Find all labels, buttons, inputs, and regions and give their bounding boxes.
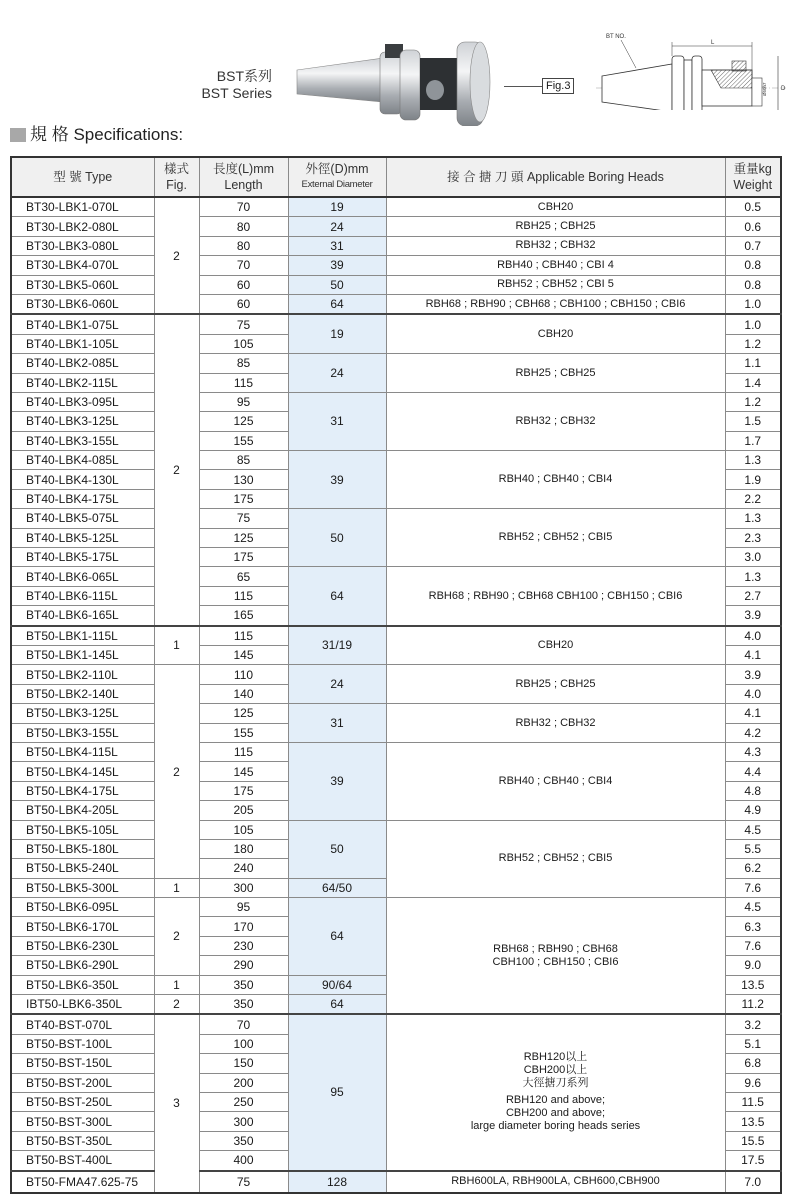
cell-type: BT50-LBK5-180L bbox=[11, 839, 154, 858]
length-dim-label: L bbox=[711, 40, 715, 46]
boring-heads-line: CBH200以上 bbox=[523, 1064, 588, 1077]
cell-fig: 2 bbox=[154, 995, 199, 1015]
col-header-type: 型 號 Type bbox=[11, 157, 154, 197]
cell-length: 75 bbox=[199, 314, 288, 334]
cell-length: 145 bbox=[199, 762, 288, 781]
cell-length: 290 bbox=[199, 956, 288, 975]
cell-length: 200 bbox=[199, 1073, 288, 1092]
cell-weight: 1.2 bbox=[725, 334, 781, 353]
cell-weight: 1.3 bbox=[725, 451, 781, 470]
cell-boring-heads: RBH52 ; CBH52 ; CBI5 bbox=[386, 509, 725, 567]
table-row bbox=[11, 275, 781, 294]
cell-length: 175 bbox=[199, 489, 288, 508]
cell-type: BT50-LBK5-300L bbox=[11, 878, 154, 897]
cell-diameter: 90/64 bbox=[288, 975, 386, 994]
cell-weight: 2.3 bbox=[725, 528, 781, 547]
cell-diameter: 39 bbox=[288, 451, 386, 509]
cell-weight: 3.0 bbox=[725, 548, 781, 567]
boring-heads-line: RBH68 ; RBH90 ; CBH68 bbox=[493, 942, 618, 955]
table-body bbox=[11, 197, 781, 1193]
cell-type: BT30-LBK1-070L bbox=[11, 197, 154, 217]
cell-length: 145 bbox=[199, 645, 288, 664]
cell-diameter: 39 bbox=[288, 256, 386, 275]
cell-type: BT40-LBK4-085L bbox=[11, 451, 154, 470]
cell-type: BT50-LBK4-145L bbox=[11, 762, 154, 781]
table-row bbox=[11, 354, 781, 373]
cell-fig: 2 bbox=[154, 314, 199, 625]
cell-weight: 1.1 bbox=[725, 354, 781, 373]
cell-weight: 0.8 bbox=[725, 256, 781, 275]
col-header-diameter: 外徑(D)mm External Diameter bbox=[288, 157, 386, 197]
cell-length: 115 bbox=[199, 373, 288, 392]
cell-weight: 4.0 bbox=[725, 684, 781, 703]
cell-diameter: 95 bbox=[288, 1014, 386, 1170]
spec-table bbox=[10, 156, 782, 1194]
cell-boring-heads: CBH20 bbox=[386, 197, 725, 217]
cell-weight: 2.2 bbox=[725, 489, 781, 508]
bt-no-label: BT NO. bbox=[606, 34, 626, 40]
technical-drawing bbox=[596, 30, 786, 110]
table-row bbox=[11, 820, 781, 839]
table-row bbox=[11, 665, 781, 684]
cell-length: 105 bbox=[199, 820, 288, 839]
series-label-en: BST Series bbox=[201, 85, 272, 101]
cell-boring-heads: CBH20 bbox=[386, 626, 725, 665]
cell-weight: 3.9 bbox=[725, 665, 781, 684]
cell-type: BT50-LBK4-175L bbox=[11, 781, 154, 800]
cell-weight: 1.3 bbox=[725, 509, 781, 528]
cell-type: BT50-LBK6-290L bbox=[11, 956, 154, 975]
cell-diameter: 64 bbox=[288, 995, 386, 1015]
cell-boring-heads: RBH68 ; RBH90 ; CBH68 CBH100 ; CBH150 ; CBI6 bbox=[386, 567, 725, 626]
cell-length: 400 bbox=[199, 1151, 288, 1171]
cell-type: BT30-LBK5-060L bbox=[11, 275, 154, 294]
table-row bbox=[11, 451, 781, 470]
cell-type: BT50-LBK2-140L bbox=[11, 684, 154, 703]
cell-boring-heads: RBH25 ; CBH25 bbox=[386, 217, 725, 236]
table-row bbox=[11, 1014, 781, 1034]
cell-diameter: 64 bbox=[288, 294, 386, 314]
cell-length: 80 bbox=[199, 217, 288, 236]
cell-weight: 5.1 bbox=[725, 1034, 781, 1053]
cell-length: 300 bbox=[199, 878, 288, 897]
cell-type: BT50-LBK1-145L bbox=[11, 645, 154, 664]
table-row bbox=[11, 314, 781, 334]
cell-weight: 7.6 bbox=[725, 878, 781, 897]
cell-weight: 4.1 bbox=[725, 645, 781, 664]
boring-heads-line: CBH100 ; CBH150 ; CBI6 bbox=[492, 955, 619, 968]
cell-boring-heads: RBH52 ; CBH52 ; CBI5 bbox=[386, 820, 725, 898]
tool-holder-photo bbox=[285, 30, 500, 126]
cell-type: BT50-BST-300L bbox=[11, 1112, 154, 1131]
cell-weight: 3.2 bbox=[725, 1014, 781, 1034]
cell-weight: 1.4 bbox=[725, 373, 781, 392]
cell-fig: 2 bbox=[154, 665, 199, 878]
boring-heads-line: RBH120以上 bbox=[523, 1051, 588, 1064]
cell-type: BT30-LBK2-080L bbox=[11, 217, 154, 236]
cell-length: 140 bbox=[199, 684, 288, 703]
cell-boring-heads: RBH52 ; CBH52 ; CBI 5 bbox=[386, 275, 725, 294]
fig-leader-line bbox=[504, 86, 542, 87]
cell-length: 230 bbox=[199, 936, 288, 955]
cell-weight: 0.7 bbox=[725, 236, 781, 255]
square-bullet-icon bbox=[10, 128, 26, 142]
spec-title bbox=[10, 125, 183, 145]
cell-type: BT40-LBK4-175L bbox=[11, 489, 154, 508]
cell-type: BT40-LBK5-075L bbox=[11, 509, 154, 528]
cell-boring-heads: RBH32 ; CBH32 bbox=[386, 236, 725, 255]
cell-weight: 3.9 bbox=[725, 606, 781, 626]
cell-weight: 1.2 bbox=[725, 392, 781, 411]
cell-type: BT40-LBK3-155L bbox=[11, 431, 154, 450]
cell-length: 70 bbox=[199, 197, 288, 217]
col-header-heads: 接 合 搪 刀 頭 Applicable Boring Heads bbox=[386, 157, 725, 197]
cell-diameter: 39 bbox=[288, 742, 386, 820]
boring-heads-line: large diameter boring heads series bbox=[470, 1120, 641, 1133]
cell-boring-heads: RBH600LA, RBH900LA, CBH600,CBH900 bbox=[386, 1171, 725, 1193]
cell-length: 105 bbox=[199, 334, 288, 353]
cell-type: BT40-LBK1-105L bbox=[11, 334, 154, 353]
table-header-row bbox=[11, 157, 781, 197]
cell-weight: 4.5 bbox=[725, 898, 781, 917]
cell-diameter: 24 bbox=[288, 354, 386, 393]
cell-length: 240 bbox=[199, 859, 288, 878]
cell-weight: 11.2 bbox=[725, 995, 781, 1015]
cell-type: BT50-LBK1-115L bbox=[11, 626, 154, 646]
cell-weight: 5.5 bbox=[725, 839, 781, 858]
cell-fig: 2 bbox=[154, 197, 199, 314]
cell-length: 60 bbox=[199, 275, 288, 294]
boring-heads-line: RBH120 and above; bbox=[505, 1094, 606, 1107]
cell-weight: 15.5 bbox=[725, 1131, 781, 1150]
cell-diameter: 31 bbox=[288, 236, 386, 255]
cell-length: 180 bbox=[199, 839, 288, 858]
cell-type: BT40-BST-070L bbox=[11, 1014, 154, 1034]
table-row bbox=[11, 256, 781, 275]
cell-type: BT50-LBK6-095L bbox=[11, 898, 154, 917]
cell-boring-heads: CBH20 bbox=[386, 314, 725, 353]
cell-weight: 9.6 bbox=[725, 1073, 781, 1092]
cell-length: 170 bbox=[199, 917, 288, 936]
cell-weight: 1.0 bbox=[725, 294, 781, 314]
cell-length: 250 bbox=[199, 1092, 288, 1111]
cell-boring-heads bbox=[386, 898, 725, 1015]
cell-diameter: 24 bbox=[288, 217, 386, 236]
cell-weight: 7.6 bbox=[725, 936, 781, 955]
cell-weight: 1.3 bbox=[725, 567, 781, 586]
cell-length: 125 bbox=[199, 528, 288, 547]
cell-type: BT40-LBK6-165L bbox=[11, 606, 154, 626]
cell-length: 70 bbox=[199, 1014, 288, 1034]
cell-diameter: 19 bbox=[288, 314, 386, 353]
cell-weight: 4.1 bbox=[725, 704, 781, 723]
cell-weight: 4.2 bbox=[725, 723, 781, 742]
cell-length: 75 bbox=[199, 1171, 288, 1193]
cell-boring-heads: RBH40 ; CBH40 ; CBI4 bbox=[386, 451, 725, 509]
cell-type: BT30-LBK3-080L bbox=[11, 236, 154, 255]
cell-diameter: 31 bbox=[288, 392, 386, 450]
cell-type: BT40-LBK4-130L bbox=[11, 470, 154, 489]
cell-type: BT50-BST-400L bbox=[11, 1151, 154, 1171]
cell-weight: 1.0 bbox=[725, 314, 781, 334]
cell-type: BT50-FMA47.625-75 bbox=[11, 1171, 154, 1193]
table-row bbox=[11, 742, 781, 761]
cell-boring-heads: RBH25 ; CBH25 bbox=[386, 354, 725, 393]
cell-weight: 1.9 bbox=[725, 470, 781, 489]
cell-diameter: 64 bbox=[288, 898, 386, 976]
table-row bbox=[11, 626, 781, 646]
cell-type: BT40-LBK5-125L bbox=[11, 528, 154, 547]
col-header-fig: 樣式 Fig. bbox=[154, 157, 199, 197]
diameter-dim-label: D bbox=[781, 86, 786, 92]
cell-diameter: 50 bbox=[288, 275, 386, 294]
cell-type: BT50-LBK5-105L bbox=[11, 820, 154, 839]
bore-dim-label: Ø50h7 bbox=[762, 82, 767, 96]
cell-weight: 4.8 bbox=[725, 781, 781, 800]
cell-length: 60 bbox=[199, 294, 288, 314]
boring-heads-line: CBH200 and above; bbox=[505, 1107, 606, 1120]
cell-type: BT40-LBK3-125L bbox=[11, 412, 154, 431]
cell-diameter: 31/19 bbox=[288, 626, 386, 665]
col-header-length: 長度(L)mm Length bbox=[199, 157, 288, 197]
cell-length: 175 bbox=[199, 548, 288, 567]
cell-length: 165 bbox=[199, 606, 288, 626]
cell-weight: 1.7 bbox=[725, 431, 781, 450]
cell-type: BT50-LBK6-170L bbox=[11, 917, 154, 936]
cell-diameter: 24 bbox=[288, 665, 386, 704]
cell-type: BT50-LBK3-155L bbox=[11, 723, 154, 742]
cell-weight: 17.5 bbox=[725, 1151, 781, 1171]
cell-fig: 1 bbox=[154, 626, 199, 665]
cell-type: BT50-LBK4-115L bbox=[11, 742, 154, 761]
cell-length: 65 bbox=[199, 567, 288, 586]
cell-boring-heads: RBH32 ; CBH32 bbox=[386, 704, 725, 743]
series-label bbox=[190, 68, 272, 102]
cell-length: 130 bbox=[199, 470, 288, 489]
cell-length: 115 bbox=[199, 742, 288, 761]
cell-diameter: 50 bbox=[288, 509, 386, 567]
cell-type: BT40-LBK2-085L bbox=[11, 354, 154, 373]
cell-weight: 0.8 bbox=[725, 275, 781, 294]
cell-length: 155 bbox=[199, 723, 288, 742]
series-label-cn: BST系列 bbox=[216, 68, 272, 84]
table-row bbox=[11, 567, 781, 586]
table-row bbox=[11, 236, 781, 255]
table-row bbox=[11, 898, 781, 917]
cell-weight: 0.5 bbox=[725, 197, 781, 217]
cell-weight: 4.4 bbox=[725, 762, 781, 781]
cell-length: 95 bbox=[199, 392, 288, 411]
cell-diameter: 19 bbox=[288, 197, 386, 217]
cell-fig: 1 bbox=[154, 878, 199, 897]
cell-weight: 0.6 bbox=[725, 217, 781, 236]
cell-length: 100 bbox=[199, 1034, 288, 1053]
cell-type: BT50-LBK4-205L bbox=[11, 801, 154, 820]
table-row bbox=[11, 1171, 781, 1193]
table-row bbox=[11, 217, 781, 236]
cell-weight: 7.0 bbox=[725, 1171, 781, 1193]
cell-length: 350 bbox=[199, 1131, 288, 1150]
cell-length: 150 bbox=[199, 1054, 288, 1073]
cell-type: BT50-BST-250L bbox=[11, 1092, 154, 1111]
cell-type: BT50-LBK5-240L bbox=[11, 859, 154, 878]
cell-boring-heads bbox=[386, 1014, 725, 1170]
cell-boring-heads: RBH40 ; CBH40 ; CBI4 bbox=[386, 742, 725, 820]
cell-type: BT50-BST-150L bbox=[11, 1054, 154, 1073]
cell-boring-heads: RBH68 ; RBH90 ; CBH68 ; CBH100 ; CBH150 ; CBI6 bbox=[386, 294, 725, 314]
table-row bbox=[11, 197, 781, 217]
boring-heads-line: 大徑搪刀系列 bbox=[522, 1077, 589, 1090]
cell-boring-heads: RBH40 ; CBH40 ; CBI 4 bbox=[386, 256, 725, 275]
cell-length: 175 bbox=[199, 781, 288, 800]
cell-type: BT50-BST-100L bbox=[11, 1034, 154, 1053]
cell-weight: 6.2 bbox=[725, 859, 781, 878]
cell-length: 110 bbox=[199, 665, 288, 684]
cell-length: 350 bbox=[199, 975, 288, 994]
cell-length: 85 bbox=[199, 451, 288, 470]
cell-type: BT40-LBK1-075L bbox=[11, 314, 154, 334]
cell-length: 85 bbox=[199, 354, 288, 373]
cell-fig: 3 bbox=[154, 1014, 199, 1192]
cell-weight: 6.8 bbox=[725, 1054, 781, 1073]
cell-type: BT50-BST-200L bbox=[11, 1073, 154, 1092]
cell-weight: 13.5 bbox=[725, 1112, 781, 1131]
cell-length: 75 bbox=[199, 509, 288, 528]
cell-length: 115 bbox=[199, 626, 288, 646]
table-row bbox=[11, 704, 781, 723]
cell-weight: 4.3 bbox=[725, 742, 781, 761]
cell-boring-heads: RBH25 ; CBH25 bbox=[386, 665, 725, 704]
cell-length: 95 bbox=[199, 898, 288, 917]
cell-fig: 1 bbox=[154, 975, 199, 994]
cell-length: 80 bbox=[199, 236, 288, 255]
cell-type: BT40-LBK2-115L bbox=[11, 373, 154, 392]
cell-weight: 4.0 bbox=[725, 626, 781, 646]
cell-type: BT50-LBK6-350L bbox=[11, 975, 154, 994]
cell-length: 155 bbox=[199, 431, 288, 450]
table-row bbox=[11, 392, 781, 411]
cell-type: BT50-LBK2-110L bbox=[11, 665, 154, 684]
cell-type: BT30-LBK6-060L bbox=[11, 294, 154, 314]
cell-weight: 4.5 bbox=[725, 820, 781, 839]
fig-label: Fig.3 bbox=[542, 78, 574, 94]
cell-type: BT40-LBK6-065L bbox=[11, 567, 154, 586]
cell-type: BT50-LBK6-230L bbox=[11, 936, 154, 955]
cell-fig: 2 bbox=[154, 898, 199, 976]
cell-length: 125 bbox=[199, 412, 288, 431]
cell-type: BT40-LBK5-175L bbox=[11, 548, 154, 567]
cell-diameter: 64 bbox=[288, 567, 386, 626]
cell-type: BT40-LBK3-095L bbox=[11, 392, 154, 411]
cell-length: 115 bbox=[199, 586, 288, 605]
cell-weight: 11.5 bbox=[725, 1092, 781, 1111]
cell-weight: 6.3 bbox=[725, 917, 781, 936]
cell-diameter: 31 bbox=[288, 704, 386, 743]
cell-weight: 1.5 bbox=[725, 412, 781, 431]
cell-weight: 13.5 bbox=[725, 975, 781, 994]
cell-type: BT40-LBK6-115L bbox=[11, 586, 154, 605]
cell-diameter: 50 bbox=[288, 820, 386, 878]
cell-length: 125 bbox=[199, 704, 288, 723]
cell-weight: 9.0 bbox=[725, 956, 781, 975]
cell-diameter: 128 bbox=[288, 1171, 386, 1193]
cell-weight: 2.7 bbox=[725, 586, 781, 605]
table-row bbox=[11, 509, 781, 528]
cell-type: BT50-LBK3-125L bbox=[11, 704, 154, 723]
cell-length: 350 bbox=[199, 995, 288, 1015]
cell-weight: 4.9 bbox=[725, 801, 781, 820]
cell-type: BT30-LBK4-070L bbox=[11, 256, 154, 275]
cell-length: 205 bbox=[199, 801, 288, 820]
cell-length: 300 bbox=[199, 1112, 288, 1131]
cell-diameter: 64/50 bbox=[288, 878, 386, 897]
col-header-weight: 重量kg Weight bbox=[725, 157, 781, 197]
cell-type: BT50-BST-350L bbox=[11, 1131, 154, 1150]
spec-title-text: 規 格 Specifications: bbox=[30, 125, 184, 144]
cell-boring-heads: RBH32 ; CBH32 bbox=[386, 392, 725, 450]
cell-length: 70 bbox=[199, 256, 288, 275]
cell-type: IBT50-LBK6-350L bbox=[11, 995, 154, 1015]
table-row bbox=[11, 294, 781, 314]
